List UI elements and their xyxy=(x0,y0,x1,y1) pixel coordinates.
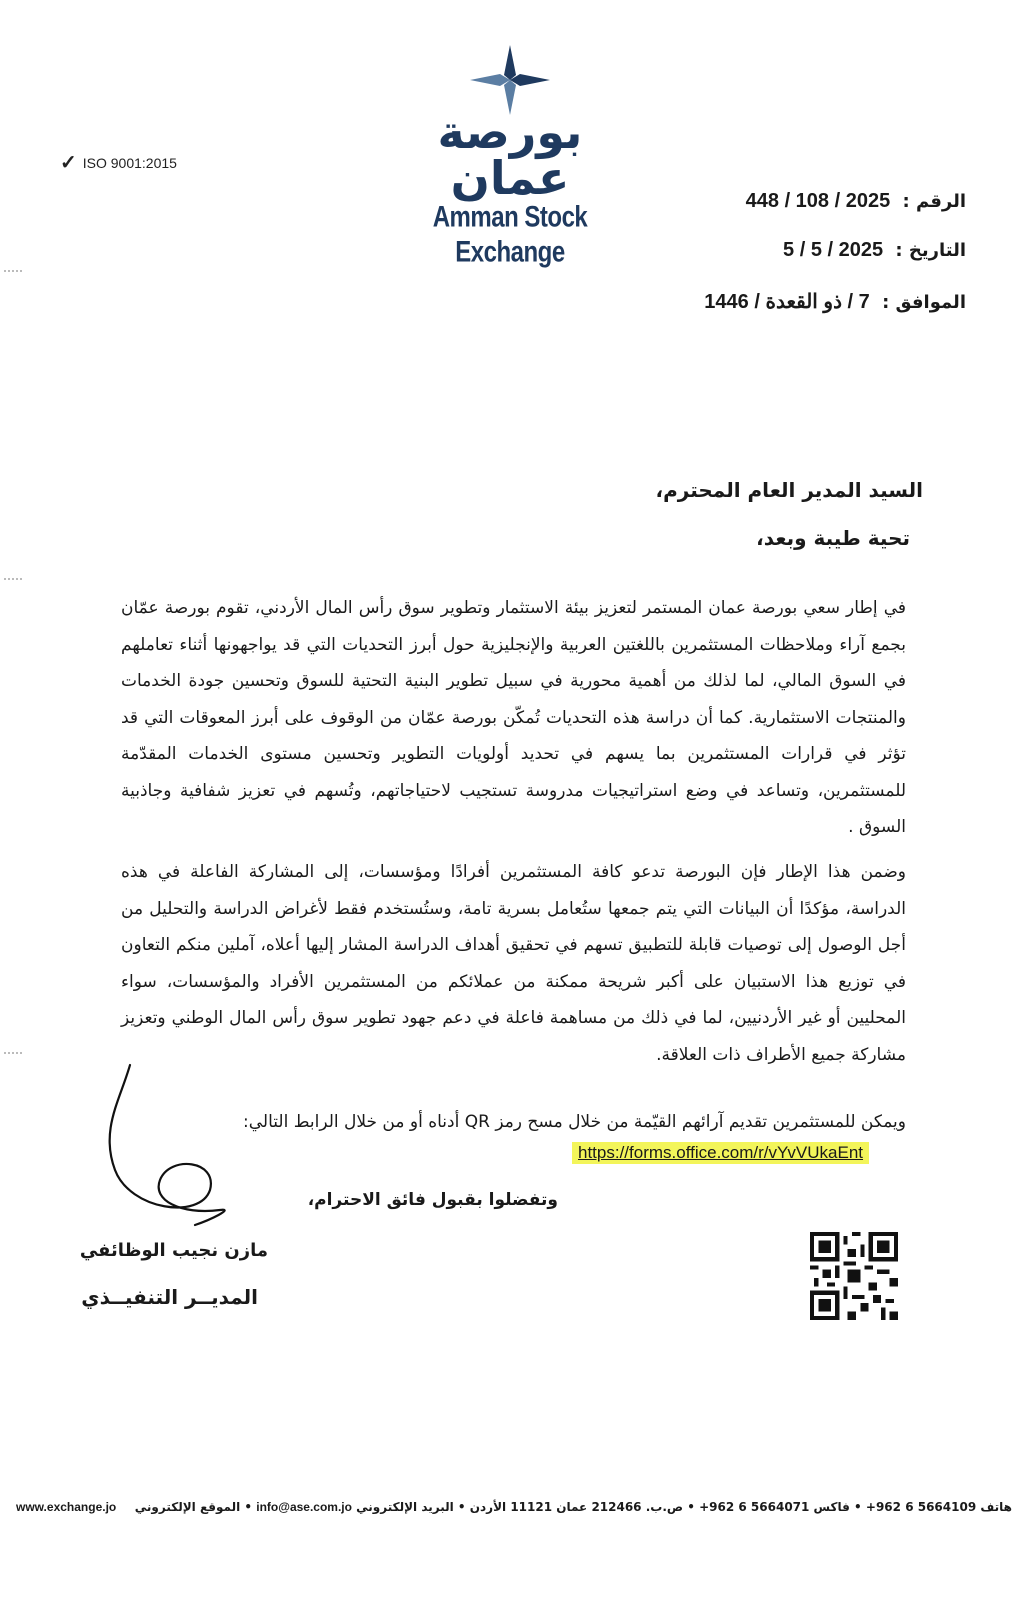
footer-email[interactable]: info@ase.com.jo xyxy=(256,1500,352,1514)
logo-english-text: Amman Stock Exchange xyxy=(432,200,588,269)
handwritten-signature xyxy=(60,1060,260,1260)
iso-certification xyxy=(60,150,177,175)
reference-date-label: التاريخ : xyxy=(895,240,966,261)
reference-hijri-date xyxy=(704,289,966,314)
reference-number-value: 448 / 108 / 2025 xyxy=(745,190,891,212)
logo-arabic-text: بورصة عمان xyxy=(437,105,583,205)
check-icon: ✓ xyxy=(60,152,77,174)
footer-contact-details xyxy=(135,1500,1012,1514)
reference-number xyxy=(746,190,966,213)
signatory-title: المديــر التنفيــذي xyxy=(81,1285,258,1309)
body-paragraph: في إطار سعي بورصة عمان المستمر لتعزيز بيئة الاستثمار وتطوير سوق رأس المال الأردني، تقوم بورصة عمّان بجمع آراء وملاحظات المستثمرين باللغتين العربية والإنجليزية حول أبرز التحديات التي قد يواجهونها أثناء تعاملهم في السوق المالي، لما لذلك من أهمية محورية في سبيل تطوير البنية التحتية للسوق وتحسين جودة الخدمات والمنتجات الاستثمارية. كما أن دراسة هذه التحديات تُمكّن بورصة عمّان من الوقوف على أبرز المعوقات التي قد تؤثر في قرارات المستثمرين بما يسهم في تحديد أولويات التطوير وتحسين مستوى الخدمات المقدّمة للمستثمرين، وتساعد في وضع استراتيجيات مدروسة تستجيب لاحتياجاتهم، وتُسهم في تعزيز شفافية وجاذبية السوق . xyxy=(121,598,906,837)
scan-edge-mark xyxy=(4,1052,22,1056)
closing-line: وتفضلوا بقبول فائق الاحترام، xyxy=(307,1190,558,1210)
signatory-name: مازن نجيب الوظائفي xyxy=(79,1240,268,1261)
survey-link[interactable]: https://forms.office.com/r/vYvVUkaEnt xyxy=(572,1142,869,1164)
reference-hijri-label: الموافق : xyxy=(882,292,966,313)
scan-edge-mark xyxy=(4,578,22,582)
reference-number-label: الرقم : xyxy=(902,191,966,212)
reference-date xyxy=(783,239,966,262)
ase-logo xyxy=(400,45,620,269)
body-paragraph: ويمكن للمستثمرين تقديم آرائهم القيّمة من خلال مسح رمز QR أدناه أو من خلال الرابط التالي: xyxy=(243,1112,906,1132)
greeting: تحية طيبة وبعد، xyxy=(756,526,910,550)
addressee: السيد المدير العام المحترم، xyxy=(655,478,923,502)
qr-code[interactable] xyxy=(810,1232,898,1320)
reference-date-value: 5 / 5 / 2025 xyxy=(783,239,884,261)
iso-text: ISO 9001:2015 xyxy=(82,154,177,171)
footer-website-label: • الموقع الإلكتروني xyxy=(134,1500,253,1514)
scan-edge-mark xyxy=(4,270,22,274)
body-paragraph: وضمن هذا الإطار فإن البورصة تدعو كافة المستثمرين أفرادًا ومؤسسات، إلى المشاركة الفاعلة في هذه الدراسة، مؤكدًا أن البيانات التي يتم جمعها ستُعامل بسرية تامة، وستُستخدم فقط لأغراض الدراسة والتحليل من أجل الوصول إلى توصيات قابلة للتطبيق تسهم في تحقيق أهداف الدراسة المشار إليها أعلاه، آملين منكم التعاون في توزيع هذا الاستبيان على أكبر شريحة ممكنة من عملائكم من المستثمرين الأفراد والمؤسسات، سواء المحليين أو غير الأردنيين، لما في ذلك من مساهمة فاعلة في دعم جهود تطوير سوق رأس المال الوطني وتعزيز مشاركة جميع الأطراف ذات العلاقة. xyxy=(121,862,906,1065)
reference-hijri-value: 7 / ذو القعدة / 1446 xyxy=(704,291,870,313)
footer-contact xyxy=(16,1500,1012,1514)
footer-phone-fax-address: هاتف 5664109 6 962+ • فاكس 5664071 6 962+ • ص.ب. 212466 عمان 11121 الأردن • البريد الإلكتروني xyxy=(356,1500,1012,1514)
footer-website[interactable]: www.exchange.jo xyxy=(16,1500,117,1514)
